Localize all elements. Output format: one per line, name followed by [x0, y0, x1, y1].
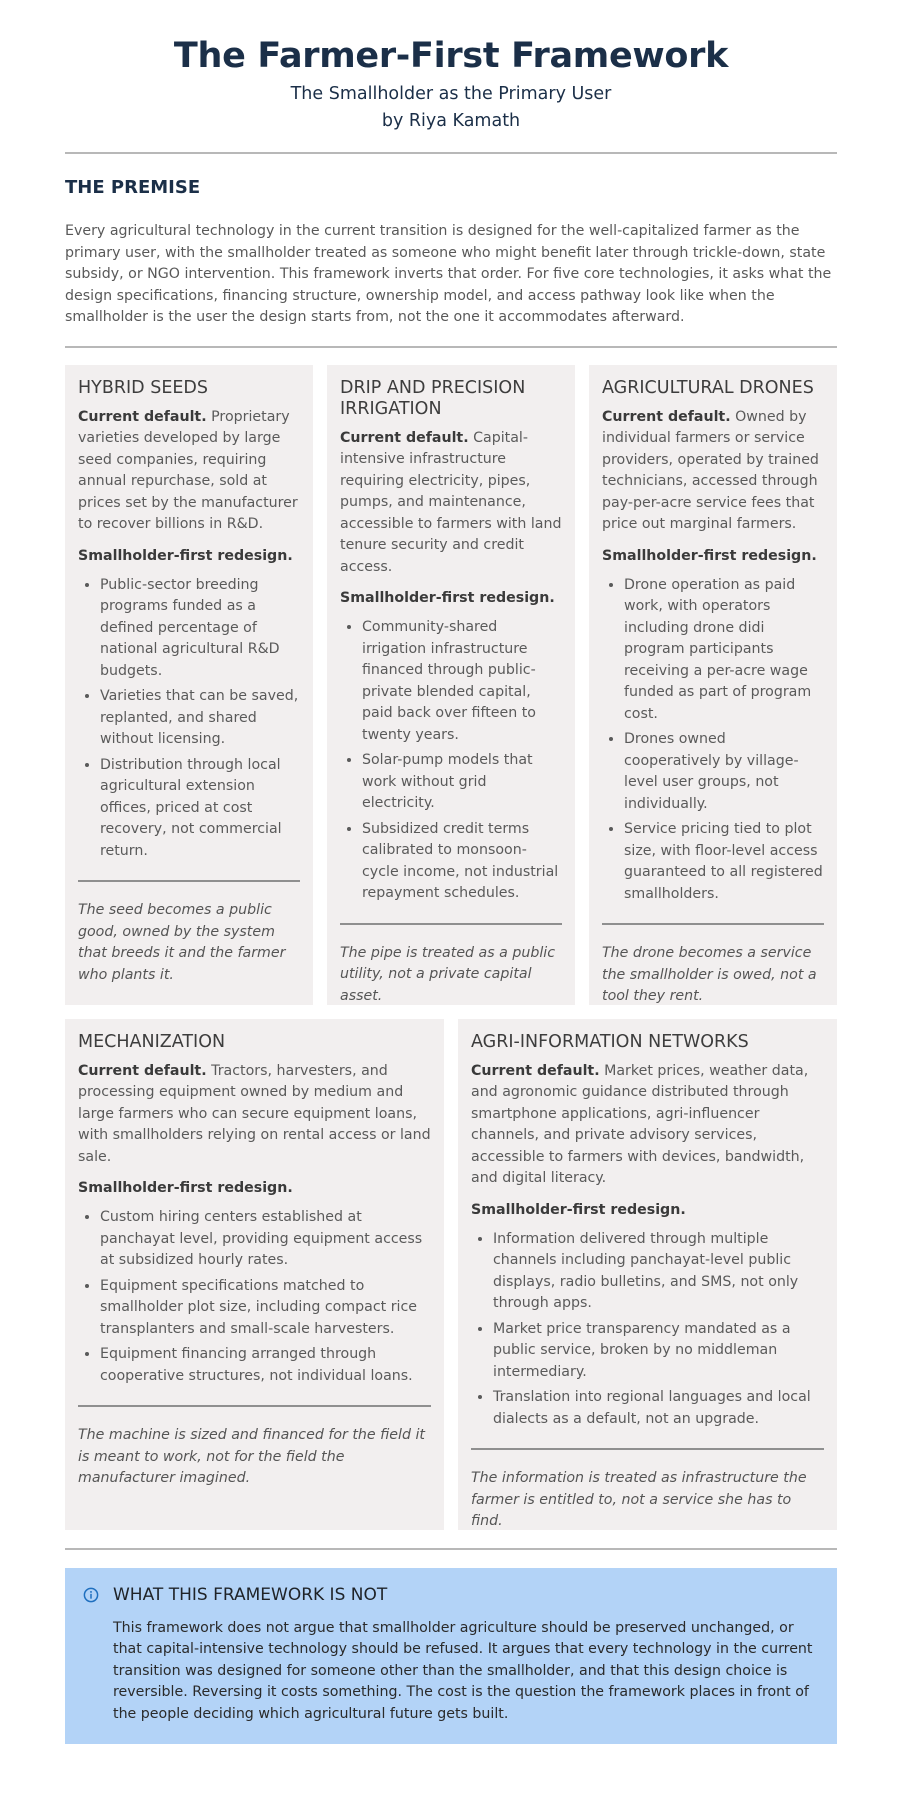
redesign-label: Smallholder-first redesign. [78, 1180, 293, 1196]
redesign-label: Smallholder-first redesign. [340, 590, 555, 606]
redesign-list [78, 1207, 431, 1387]
current-default-label: Current default. [78, 1062, 207, 1079]
redesign-list [78, 575, 300, 863]
current-default-text: Capital-intensive infrastructure requiring electricity, pipes, pumps, and maintenance, accessible to farmers with land tenure security and credit access. [340, 429, 562, 575]
page-subtitle: The Smallholder as the Primary User [290, 84, 612, 104]
list-item: • Equipment specifications matched to smallholder plot size, including compact rice transplanters and small-scale harvesters. [100, 1276, 431, 1341]
info-icon [83, 1587, 99, 1603]
card-divider [602, 923, 824, 925]
card-title: AGRI-INFORMATION NETWORKS [471, 1031, 749, 1052]
card-quote: The seed becomes a public good, owned by the system that breeds it and the farmer who plants it. [78, 902, 286, 983]
card-divider [340, 923, 562, 925]
list-item: • Equipment financing arranged through cooperative structures, not individual loans. [100, 1344, 431, 1387]
notice-callout [65, 1568, 837, 1744]
redesign-list [602, 575, 824, 906]
current-default-text: Proprietary varieties developed by large seed companies, requiring annual repurchase, sold at prices set by the manufacturer to recover billions in R&D. [78, 408, 298, 532]
card-quote: The machine is sized and financed for the field it is meant to work, not for the field the manufacturer imagined. [78, 1427, 425, 1486]
current-default-label: Current default. [602, 408, 731, 425]
card-mechanization [65, 1019, 444, 1530]
card-title: HYBRID SEEDS [78, 377, 209, 398]
technology-grid-bottom [65, 1019, 837, 1530]
card-agricultural-drones [589, 365, 837, 1005]
current-default [78, 407, 300, 536]
list-item: • Drone operation as paid work, with operators including drone didi program participants receiving a per-acre wage funded as part of program cost. [624, 575, 824, 726]
current-default-text: Market prices, weather data, and agronomic guidance distributed through smartphone applications, agri-influencer channels, and private advisory services, accessible to farmers with devices, bandwidth, and digital literacy. [471, 1062, 809, 1186]
page [65, 0, 837, 1744]
current-default [340, 428, 562, 579]
notice-text: This framework does not argue that smallholder agriculture should be preserved unchanged, or that capital-intensive technology should be refused. It argues that every technology in the current transition was designed for someone other than the smallholder, and that this design choice is reversible. Reversing it costs something. The cost is the question the framework places in front of the people deciding which agricultural future gets built. [113, 1619, 813, 1722]
redesign-label: Smallholder-first redesign. [78, 547, 293, 564]
list-item: • Public-sector breeding programs funded as a defined percentage of national agricultural R&D budgets. [100, 575, 300, 683]
notice-heading: WHAT THIS FRAMEWORK IS NOT [113, 1584, 388, 1605]
card-drip-irrigation [327, 365, 575, 1005]
list-item: • Community-shared irrigation infrastructure financed through public-private blended capital, paid back over fifteen to twenty years. [362, 617, 562, 746]
notice-body [113, 1583, 819, 1726]
list-item: • Subsidized credit terms calibrated to monsoon-cycle income, not industrial repayment schedules. [362, 819, 562, 905]
divider [65, 152, 837, 154]
list-item: • Solar-pump models that work without grid electricity. [362, 750, 562, 815]
card-quote: The information is treated as infrastructure the farmer is entitled to, not a service she has to find. [471, 1470, 807, 1529]
divider [65, 346, 837, 348]
list-item: • Distribution through local agricultural extension offices, priced at cost recovery, not commercial return. [100, 755, 300, 863]
list-item: • Market price transparency mandated as a public service, broken by no middleman intermediary. [493, 1319, 824, 1384]
current-default-label: Current default. [340, 429, 469, 446]
divider [65, 1548, 837, 1550]
redesign-label: Smallholder-first redesign. [471, 1201, 686, 1218]
card-hybrid-seeds [65, 365, 313, 1005]
card-divider [78, 1405, 431, 1407]
current-default-label: Current default. [78, 408, 207, 425]
list-item: • Drones owned cooperatively by village-level user groups, not individually. [624, 729, 824, 815]
list-item: • Varieties that can be saved, replanted, and shared without licensing. [100, 686, 300, 751]
premise-text: Every agricultural technology in the current transition is designed for the well-capitalized farmer as the primary user, with the smallholder treated as someone who might benefit later through trickle-down, state subsidy, or NGO intervention. This framework inverts that order. For five core technologies, it asks what the design specifications, financing structure, ownership model, and access pathway look like when the smallholder is the user the design starts from, not the one it accommodates afterward. [65, 223, 832, 325]
premise-section [65, 176, 837, 329]
header [65, 34, 837, 134]
premise-heading: THE PREMISE [65, 177, 201, 198]
card-title: AGRICULTURAL DRONES [602, 377, 814, 398]
list-item: • Translation into regional languages and local dialects as a default, not an upgrade. [493, 1387, 824, 1430]
list-item: • Service pricing tied to plot size, with floor-level access guaranteed to all registered smallholders. [624, 819, 824, 905]
current-default-text: Tractors, harvesters, and processing equipment owned by medium and large farmers who can secure equipment loans, with smallholders relying on rental access or land sale. [78, 1062, 431, 1165]
current-default-label: Current default. [471, 1062, 600, 1079]
card-title: DRIP AND PRECISION IRRIGATION [340, 377, 526, 419]
current-default [78, 1061, 431, 1169]
current-default [471, 1061, 824, 1190]
card-divider [471, 1448, 824, 1450]
page-title: The Farmer-First Framework [173, 36, 729, 76]
redesign-label: Smallholder-first redesign. [602, 547, 817, 564]
list-item: • Custom hiring centers established at panchayat level, providing equipment access at subsidized hourly rates. [100, 1207, 431, 1272]
technology-grid-top [65, 365, 837, 1005]
current-default-text: Owned by individual farmers or service providers, operated by trained technicians, accessed through pay-per-acre service fees that price out marginal farmers. [602, 408, 819, 532]
author-byline: by Riya Kamath [381, 111, 521, 131]
card-agri-information [458, 1019, 837, 1530]
card-divider [78, 880, 300, 882]
card-quote: The drone becomes a service the smallholder is owed, not a tool they rent. [602, 945, 817, 1004]
card-quote: The pipe is treated as a public utility, not a private capital asset. [340, 944, 556, 1004]
card-title: MECHANIZATION [78, 1031, 226, 1052]
redesign-list [340, 617, 562, 905]
redesign-list [471, 1229, 824, 1431]
current-default [602, 407, 824, 536]
list-item: • Information delivered through multiple channels including panchayat-level public displays, radio bulletins, and SMS, not only through apps. [493, 1229, 824, 1315]
